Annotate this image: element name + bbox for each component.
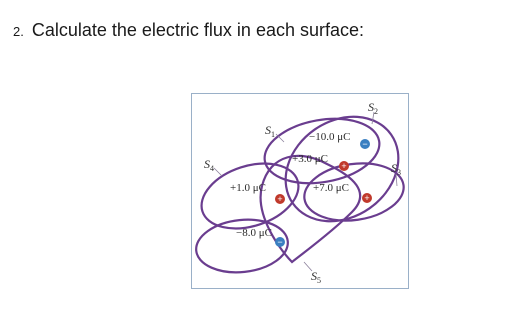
question-text (13, 20, 364, 41)
label-s1: $S_1$ (265, 123, 275, 139)
charge-dot-plus3 (339, 161, 349, 171)
question-number: 2. (13, 24, 24, 39)
label-s3: $S_3$ (391, 161, 401, 177)
flux-diagram (192, 94, 408, 288)
svg-text:−: − (362, 139, 368, 149)
charge-dot-plus7 (362, 193, 372, 203)
charge-dot-plus1 (275, 194, 285, 204)
charge-label-minus8: −8.0 μC (236, 227, 272, 239)
question-prompt: Calculate the electric flux in each surface: (31, 20, 365, 40)
label-s2: $S_2$ (368, 100, 378, 116)
charge-dot-minus8 (275, 237, 285, 247)
surface-s1 (259, 110, 384, 191)
svg-text:+: + (277, 194, 283, 204)
svg-text:+: + (364, 193, 370, 203)
flux-figure (191, 93, 409, 289)
charge-label-plus3: +3.0 μC (292, 153, 328, 165)
surface-bottom (194, 215, 291, 276)
label-s5: $S_5$ (311, 269, 321, 285)
s4-leader (214, 168, 222, 176)
svg-text:−: − (277, 237, 283, 247)
charge-label-plus1: +1.0 μC (230, 182, 266, 194)
charge-label-plus7: +7.0 μC (313, 182, 349, 194)
charge-label-minus10: −10.0 μC (309, 131, 351, 143)
svg-text:+: + (341, 161, 347, 171)
label-s4: $S_4$ (204, 157, 214, 173)
charge-dot-minus10 (360, 139, 370, 149)
